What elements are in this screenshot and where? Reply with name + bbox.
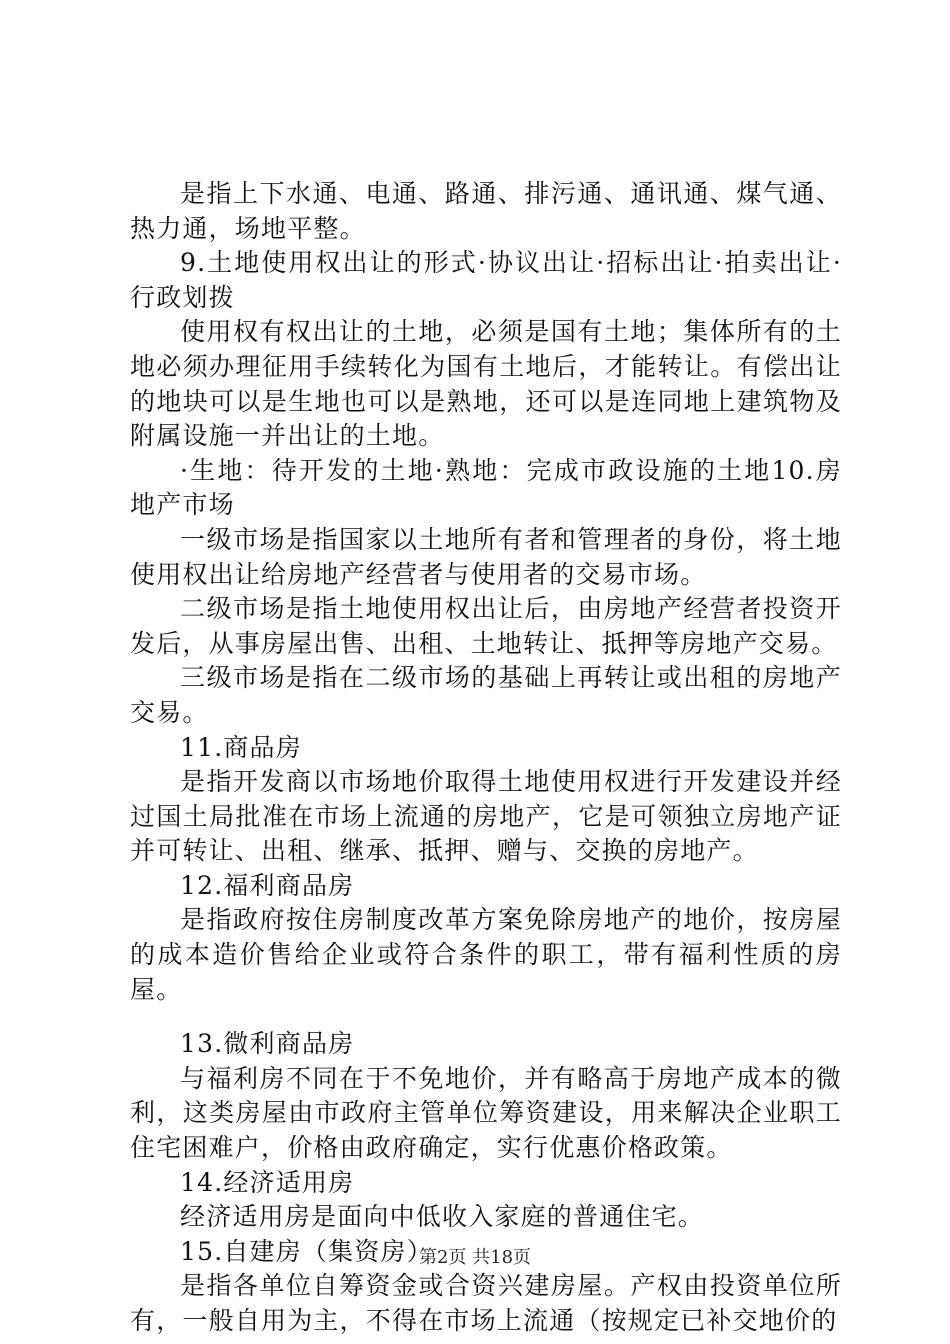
- page-number-footer: 第2页 共18页: [418, 1247, 532, 1268]
- section-heading: 11.商品房: [180, 732, 302, 762]
- paragraph: 是指上下水通、电通、路通、排污通、通讯通、煤气通、热力通，场地平整。: [130, 179, 842, 243]
- section-heading: 12.福利商品房: [180, 870, 355, 900]
- section-heading: 13.微利商品房: [180, 1029, 355, 1059]
- paragraph: 与福利房不同在于不免地价，并有略高于房地产成本的微利，这类房屋由市政府主管单位筹资建设，用来解决企业职工住宅困难户，价格由政府确定，实行优惠价格政策。: [130, 1063, 842, 1163]
- paragraph: 二级市场是指土地使用权出让后，由房地产经营者投资开发后，从事房屋出售、出租、土地转让、抵押等房地产交易。: [130, 594, 842, 658]
- paragraph: ·生地：待开发的土地·熟地：完成市政设施的土地10.房地产市场: [130, 455, 842, 520]
- paragraph: 是指政府按住房制度改革方案免除房地产的地价，按房屋的成本造价售给企业或符合条件的职工，带有福利性质的房屋。: [130, 905, 842, 1004]
- paragraph: 经济适用房是面向中低收入家庭的普通住宅。: [180, 1202, 705, 1232]
- paragraph: 是指开发商以市场地价取得土地使用权进行开发建设并经过国土局批准在市场上流通的房地产，它是可领独立房地产证并可转让、出租、继承、抵押、赠与、交换的房地产。: [130, 767, 842, 866]
- paragraph-gap: [130, 1007, 842, 1027]
- paragraph: 是指各单位自筹资金或合资兴建房屋。产权由投资单位所有，一般自用为主，不得在市场上流通（按规定已补交地价的: [130, 1271, 842, 1335]
- section-heading: 9.土地使用权出让的形式·协议出让·招标出让·拍卖出让·行政划拨: [130, 248, 842, 312]
- paragraph: 使用权有权出让的土地，必须是国有土地；集体所有的土地必须办理征用手续转化为国有土地后，才能转让。有偿出让的地块可以是生地也可以是熟地，还可以是连同地上建筑物及附属设施一并出让的土地。: [130, 317, 842, 451]
- document-body: [130, 177, 842, 1339]
- section-heading: 14.经济适用房: [180, 1167, 355, 1197]
- paragraph: 三级市场是指在二级市场的基础上再转让或出租的房地产交易。: [130, 663, 842, 727]
- paragraph: 一级市场是指国家以土地所有者和管理者的身份，将土地使用权出让给房地产经营者与使用者的交易市场。: [130, 524, 842, 589]
- section-heading: 15.自建房（集资房）: [180, 1236, 433, 1266]
